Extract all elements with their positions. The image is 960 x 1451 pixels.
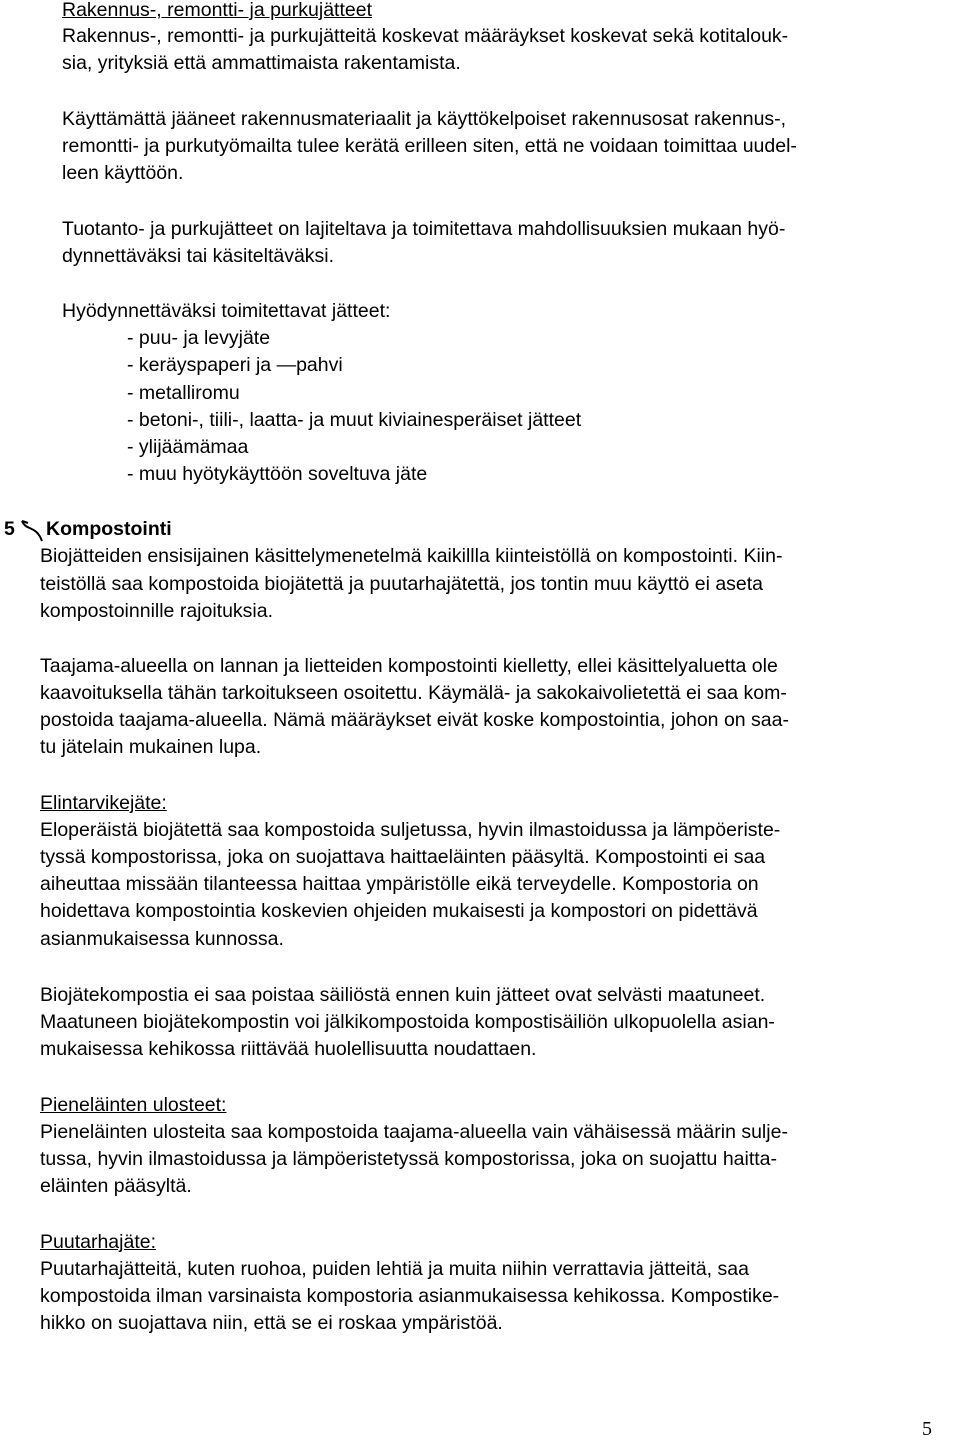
paragraph-line: tyssä kompostorissa, joka on suojattava haittaeläinten pääsyltä. Kompostointi ei saa <box>40 846 766 868</box>
paragraph-line: kaavoituksella tähän tarkoitukseen osoitettu. Käymälä- ja sakokaivolietettä ei saa kom- <box>40 682 787 704</box>
paragraph-line: Puutarhajätteitä, kuten ruohoa, puiden lehtiä ja muita niihin verrattavia jätteitä, saa <box>40 1258 749 1280</box>
subheading-pet-feces: Pieneläinten ulosteet: <box>40 1094 227 1116</box>
list-item: - ylijäämämaa <box>127 436 249 458</box>
subheading-garden-waste: Puutarhajäte: <box>40 1231 157 1253</box>
list-intro: Hyödynnettäväksi toimitettavat jätteet: <box>62 300 391 322</box>
paragraph-line: Käyttämättä jääneet rakennusmateriaalit ja käyttökelpoiset rakennusosat rakennus-, <box>62 108 787 130</box>
list-item: - muu hyötykäyttöön soveltuva jäte <box>127 463 428 485</box>
paragraph-line: Tuotanto- ja purkujätteet on lajiteltava ja toimitettava mahdollisuuksien mukaan hyö- <box>62 218 786 240</box>
section-heading-construction-waste: Rakennus-, remontti- ja purkujätteet <box>62 0 372 21</box>
paragraph-line: Biojätteiden ensisijainen käsittelymenetelmä kaikillla kiinteistöllä on kompostointi. Kiin- <box>40 545 783 567</box>
list-item: - betoni-, tiili-, laatta- ja muut kiviainesperäiset jätteet <box>127 409 582 431</box>
paragraph-line: hoidettava kompostointia koskevien ohjeiden mukaisesti ja kompostori on pidettävä <box>40 900 758 922</box>
paragraph-line: eläinten pääsyltä. <box>40 1175 192 1197</box>
paragraph-line: Maatuneen biojätekompostin voi jälkikompostoida kompostisäiliön ulkopuolella asian- <box>40 1011 775 1033</box>
paragraph-line: Taajama-alueella on lannan ja lietteiden kompostointi kielletty, ellei käsittelyaluetta ole <box>40 655 778 677</box>
paragraph-line: teistöllä saa kompostoida biojätettä ja puutarhajätettä, jos tontin muu käyttö ei aseta <box>40 573 764 595</box>
list-item: - keräyspaperi ja —pahvi <box>127 354 343 376</box>
paragraph-line: dynnettäväksi tai käsiteltäväksi. <box>62 245 335 267</box>
paragraph-line: Pieneläinten ulosteita saa kompostoida taajama-alueella vain vähäisessä määrin sulje- <box>40 1121 788 1143</box>
paragraph-line: Rakennus-, remontti- ja purkujätteitä koskevat määräykset koskevat sekä kotitalouk- <box>62 25 789 47</box>
paragraph-line: kompostoinnille rajoituksia. <box>40 600 274 622</box>
paragraph-line: remontti- ja purkutyömailta tulee kerätä erilleen siten, että ne voidaan toimittaa uudel- <box>62 135 797 157</box>
section-title: Kompostointi <box>46 518 172 540</box>
section-number: 5 <box>4 518 15 540</box>
paragraph-line: postoida taajama-alueella. Nämä määräykset eivät koske kompostointia, johon on saa- <box>40 709 789 731</box>
paragraph-line: hikko on suojattava niin, että se ei roskaa ympäristöä. <box>40 1312 503 1334</box>
paragraph-line: tu jätelain mukainen lupa. <box>40 736 262 758</box>
paragraph-line: Biojätekompostia ei saa poistaa säiliöstä ennen kuin jätteet ovat selvästi maatuneet. <box>40 984 766 1006</box>
paragraph-line: Eloperäistä biojätettä saa kompostoida suljetussa, hyvin ilmastoidussa ja lämpöeriste- <box>40 819 781 841</box>
paragraph-line: aiheuttaa missään tilanteessa haittaa ympäristölle eikä terveydelle. Kompostoria on <box>40 873 759 895</box>
paragraph-line: tussa, hyvin ilmastoidussa ja lämpöeristetyssä kompostorissa, joka on suojattu haitta- <box>40 1148 778 1170</box>
paragraph-line: kompostoida ilman varsinaista kompostoria asianmukaisessa kehikossa. Kompostike- <box>40 1285 780 1307</box>
list-item: - metalliromu <box>127 382 240 404</box>
list-item: - puu- ja levyjäte <box>127 327 271 349</box>
paragraph-line: asianmukaisessa kunnossa. <box>40 928 284 950</box>
paragraph-line: mukaisessa kehikossa riittävää huolellisuutta noudattaen. <box>40 1038 537 1060</box>
subheading-food-waste: Elintarvikejäte: <box>40 792 167 814</box>
paragraph-line: leen käyttöön. <box>62 162 184 184</box>
paragraph-line: sia, yrityksiä että ammattimaista rakentamista. <box>62 52 461 74</box>
page-number: 5 <box>922 1418 932 1440</box>
